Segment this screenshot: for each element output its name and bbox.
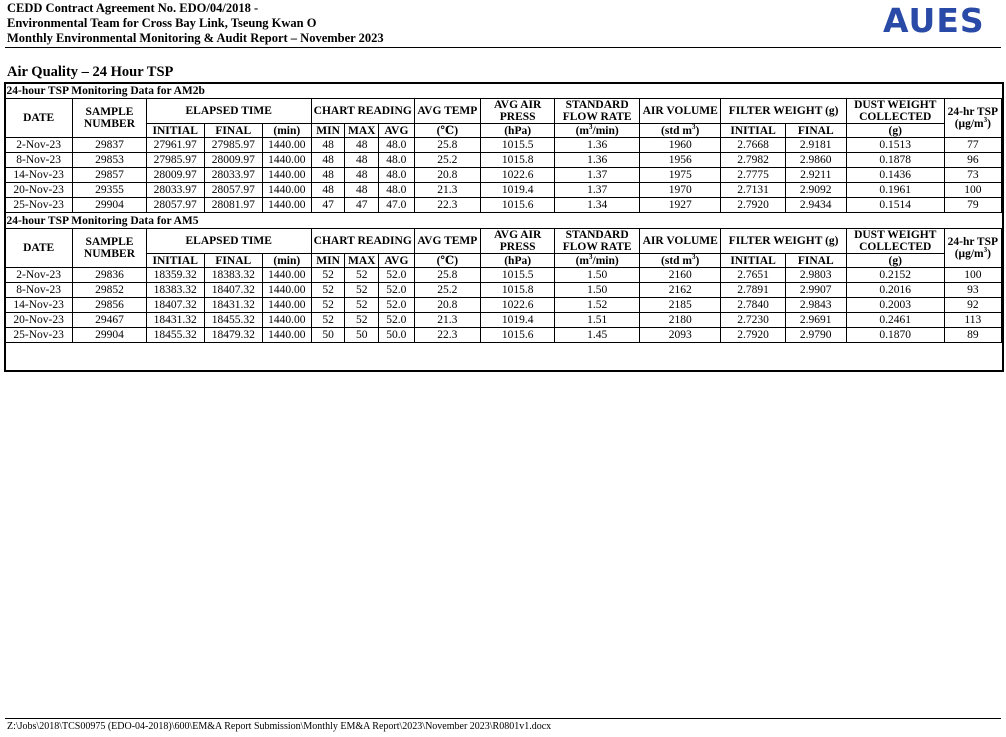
col-avg: AVG bbox=[379, 254, 415, 268]
table-cell: 48 bbox=[345, 168, 379, 183]
table-cell: 18431.32 bbox=[146, 313, 204, 328]
col-volume-unit: (std $m^3$) bbox=[639, 254, 721, 268]
table-cell: 52.0 bbox=[379, 298, 415, 313]
col-tsp bbox=[944, 99, 1001, 138]
table-cell: 48 bbox=[311, 153, 345, 168]
table-cell: 22.3 bbox=[414, 328, 480, 343]
table-cell: 1.50 bbox=[555, 283, 640, 298]
table-cell: 1015.8 bbox=[480, 283, 554, 298]
table-cell: 48 bbox=[311, 138, 345, 153]
col-volume-unit: (std $m^3$) bbox=[639, 124, 721, 138]
col-avg-air-press: AVG AIR PRESS bbox=[480, 99, 554, 124]
table-cell: 0.2016 bbox=[846, 283, 944, 298]
table-cell: 14-Nov-23 bbox=[5, 298, 73, 313]
report-header bbox=[7, 1, 384, 46]
table-cell: 1.52 bbox=[555, 298, 640, 313]
table-cell: 1019.4 bbox=[480, 313, 554, 328]
table-row bbox=[5, 298, 1002, 313]
table-cell: 52 bbox=[345, 268, 379, 283]
col-elapsed-time: ELAPSED TIME bbox=[146, 229, 311, 254]
table-cell: 2.9860 bbox=[785, 153, 846, 168]
table-cell: 0.1436 bbox=[846, 168, 944, 183]
table-row bbox=[5, 153, 1002, 168]
table-cell: 100 bbox=[944, 268, 1001, 283]
col-std-flow-rate: STANDARD FLOW RATE bbox=[555, 99, 640, 124]
table-cell: 1440.00 bbox=[262, 168, 311, 183]
table-cell: 20.8 bbox=[414, 168, 480, 183]
table-cell: 27961.97 bbox=[146, 138, 204, 153]
col-filter-final: FINAL bbox=[785, 254, 846, 268]
table-cell: 2.7230 bbox=[721, 313, 785, 328]
table-cell: 1015.5 bbox=[480, 268, 554, 283]
table-cell: 1927 bbox=[639, 198, 721, 213]
table-cell: 27985.97 bbox=[204, 138, 262, 153]
col-avg-temp: AVG TEMP bbox=[414, 229, 480, 254]
table-cell: 1022.6 bbox=[480, 168, 554, 183]
table-cell: 47 bbox=[345, 198, 379, 213]
col-initial: INITIAL bbox=[146, 254, 204, 268]
table-cell: 1015.5 bbox=[480, 138, 554, 153]
table-title: 24-hour TSP Monitoring Data for AM5 bbox=[5, 213, 1002, 229]
table-cell: 1440.00 bbox=[262, 198, 311, 213]
table-cell: 1440.00 bbox=[262, 328, 311, 343]
table-cell: 1.37 bbox=[555, 168, 640, 183]
table-cell: 1960 bbox=[639, 138, 721, 153]
col-min-unit: (min) bbox=[262, 254, 311, 268]
table-cell: 48 bbox=[345, 183, 379, 198]
col-flow-unit: $(m^3/\min)$ bbox=[555, 254, 640, 268]
table-row bbox=[5, 198, 1002, 213]
col-sample-number: SAMPLE NUMBER bbox=[73, 229, 146, 268]
table-cell: 1015.6 bbox=[480, 198, 554, 213]
table-cell: 2.9211 bbox=[785, 168, 846, 183]
table-cell: 77 bbox=[944, 138, 1001, 153]
table-cell: 1440.00 bbox=[262, 268, 311, 283]
table-cell: 28081.97 bbox=[204, 198, 262, 213]
col-temp-unit: (℃) bbox=[414, 124, 480, 138]
table-cell: 8-Nov-23 bbox=[5, 283, 73, 298]
table-cell: 1.50 bbox=[555, 268, 640, 283]
table-cell: 1440.00 bbox=[262, 138, 311, 153]
col-min: MIN bbox=[311, 124, 345, 138]
col-min-unit: (min) bbox=[262, 124, 311, 138]
col-filter-weight: FILTER WEIGHT (g) bbox=[721, 99, 846, 124]
table-cell: 0.2003 bbox=[846, 298, 944, 313]
table-cell: 52 bbox=[345, 298, 379, 313]
table-cell: 2.7668 bbox=[721, 138, 785, 153]
table-cell: 18359.32 bbox=[146, 268, 204, 283]
table-cell: 1975 bbox=[639, 168, 721, 183]
table-cell: 2-Nov-23 bbox=[5, 268, 73, 283]
header-divider bbox=[5, 47, 1001, 48]
table-cell: 2.7920 bbox=[721, 328, 785, 343]
col-std-flow-rate: STANDARD FLOW RATE bbox=[555, 229, 640, 254]
table-cell: 25.2 bbox=[414, 153, 480, 168]
table-cell: 1440.00 bbox=[262, 298, 311, 313]
table-cell: 0.1878 bbox=[846, 153, 944, 168]
col-flow-unit: $(m^3/\min)$ bbox=[555, 124, 640, 138]
footer-divider bbox=[5, 718, 1001, 719]
col-air-volume: AIR VOLUME bbox=[639, 99, 721, 124]
table-cell: 52.0 bbox=[379, 283, 415, 298]
table-cell: 52 bbox=[345, 313, 379, 328]
col-air-volume: AIR VOLUME bbox=[639, 229, 721, 254]
table-cell: 28057.97 bbox=[204, 183, 262, 198]
table-cell: 2.9843 bbox=[785, 298, 846, 313]
table-cell: 0.1514 bbox=[846, 198, 944, 213]
table-cell: 2.7982 bbox=[721, 153, 785, 168]
table-cell: 20-Nov-23 bbox=[5, 313, 73, 328]
table-cell: 73 bbox=[944, 168, 1001, 183]
table-cell: 18407.32 bbox=[204, 283, 262, 298]
table-row bbox=[5, 168, 1002, 183]
table-cell: 29836 bbox=[73, 268, 146, 283]
table-cell: 1015.8 bbox=[480, 153, 554, 168]
aues-logo: AUES bbox=[883, 1, 985, 40]
col-tsp-unit: $(\mu g/m^3)$ bbox=[954, 116, 991, 130]
table-cell: 48.0 bbox=[379, 183, 415, 198]
table-cell: 2185 bbox=[639, 298, 721, 313]
header-line-2: Environmental Team for Cross Bay Link, Tseung Kwan O bbox=[7, 16, 317, 30]
table-cell: 52 bbox=[345, 283, 379, 298]
table-cell: 1970 bbox=[639, 183, 721, 198]
table-cell: 0.1513 bbox=[846, 138, 944, 153]
table-cell: 27985.97 bbox=[146, 153, 204, 168]
table-cell: 1956 bbox=[639, 153, 721, 168]
table-cell: 1.36 bbox=[555, 153, 640, 168]
table-cell: 25.8 bbox=[414, 138, 480, 153]
table-cell: 29355 bbox=[73, 183, 146, 198]
header-line-1: CEDD Contract Agreement No. EDO/04/2018 - bbox=[7, 1, 259, 15]
header-row-1 bbox=[5, 99, 1002, 124]
table-cell: 18479.32 bbox=[204, 328, 262, 343]
table-cell: 48.0 bbox=[379, 168, 415, 183]
table-cell: 48 bbox=[311, 183, 345, 198]
col-avg-air-press: AVG AIR PRESS bbox=[480, 229, 554, 254]
col-initial: INITIAL bbox=[146, 124, 204, 138]
table-cell: 79 bbox=[944, 198, 1001, 213]
table-cell: 22.3 bbox=[414, 198, 480, 213]
col-temp-unit: (℃) bbox=[414, 254, 480, 268]
header-row-1 bbox=[5, 229, 1002, 254]
table-cell: 1440.00 bbox=[262, 153, 311, 168]
table-cell: 47.0 bbox=[379, 198, 415, 213]
table-cell: 21.3 bbox=[414, 183, 480, 198]
table-cell: 2.7651 bbox=[721, 268, 785, 283]
table-row bbox=[5, 283, 1002, 298]
header-row-2 bbox=[5, 124, 1002, 138]
table-cell: 2.9181 bbox=[785, 138, 846, 153]
table-cell: 1440.00 bbox=[262, 283, 311, 298]
table-title: 24-hour TSP Monitoring Data for AM2b bbox=[5, 83, 1002, 99]
table-cell: 1440.00 bbox=[262, 313, 311, 328]
col-tsp-label: 24-hr TSP bbox=[947, 236, 999, 248]
table-body bbox=[5, 83, 1002, 343]
table-cell: 18383.32 bbox=[204, 268, 262, 283]
table-cell: 2-Nov-23 bbox=[5, 138, 73, 153]
table-cell: 100 bbox=[944, 183, 1001, 198]
table-cell: 28009.97 bbox=[146, 168, 204, 183]
col-tsp-unit: $(\mu g/m^3)$ bbox=[954, 246, 991, 260]
table-row bbox=[5, 138, 1002, 153]
table-cell: 2.7775 bbox=[721, 168, 785, 183]
table-cell: 1.37 bbox=[555, 183, 640, 198]
table-cell: 52 bbox=[311, 283, 345, 298]
table-cell: 29467 bbox=[73, 313, 146, 328]
table-cell: 113 bbox=[944, 313, 1001, 328]
table-cell: 29853 bbox=[73, 153, 146, 168]
col-min: MIN bbox=[311, 254, 345, 268]
col-date: DATE bbox=[5, 229, 73, 268]
tsp-monitoring-table bbox=[4, 82, 1002, 343]
table-cell: 25-Nov-23 bbox=[5, 198, 73, 213]
table-cell: 2160 bbox=[639, 268, 721, 283]
col-press-unit: (hPa) bbox=[480, 254, 554, 268]
table-row bbox=[5, 328, 1002, 343]
col-avg: AVG bbox=[379, 124, 415, 138]
file-path-footer: Z:\Jobs\2018\TCS00975 (EDO-04-2018)\600\EM&A Report Submission\Monthly EM&A Report\2023\November 2023\R0801v1.docx bbox=[7, 721, 552, 732]
col-max: MAX bbox=[345, 124, 379, 138]
table-cell: 2.9434 bbox=[785, 198, 846, 213]
table-cell: 28057.97 bbox=[146, 198, 204, 213]
table-cell: 25-Nov-23 bbox=[5, 328, 73, 343]
table-cell: 1440.00 bbox=[262, 183, 311, 198]
table-row bbox=[5, 183, 1002, 198]
table-cell: 52.0 bbox=[379, 268, 415, 283]
table-cell: 48.0 bbox=[379, 153, 415, 168]
table-cell: 48.0 bbox=[379, 138, 415, 153]
table-cell: 18407.32 bbox=[146, 298, 204, 313]
table-cell: 1.34 bbox=[555, 198, 640, 213]
table-cell: 29856 bbox=[73, 298, 146, 313]
table-cell: 2.7920 bbox=[721, 198, 785, 213]
table-cell: 18455.32 bbox=[204, 313, 262, 328]
col-max: MAX bbox=[345, 254, 379, 268]
table-cell: 96 bbox=[944, 153, 1001, 168]
table-cell: 28033.97 bbox=[146, 183, 204, 198]
table-cell: 2.7891 bbox=[721, 283, 785, 298]
col-final: FINAL bbox=[204, 124, 262, 138]
table-cell: 2180 bbox=[639, 313, 721, 328]
col-dust-weight: DUST WEIGHT COLLECTED bbox=[846, 99, 944, 124]
table-cell: 50.0 bbox=[379, 328, 415, 343]
table-cell: 8-Nov-23 bbox=[5, 153, 73, 168]
table-cell: 2.7840 bbox=[721, 298, 785, 313]
table-cell: 48 bbox=[345, 153, 379, 168]
table-cell: 29857 bbox=[73, 168, 146, 183]
table-cell: 1.36 bbox=[555, 138, 640, 153]
table-cell: 1015.6 bbox=[480, 328, 554, 343]
col-press-unit: (hPa) bbox=[480, 124, 554, 138]
table-cell: 92 bbox=[944, 298, 1001, 313]
table-cell: 29904 bbox=[73, 198, 146, 213]
col-dust-unit: (g) bbox=[846, 124, 944, 138]
col-elapsed-time: ELAPSED TIME bbox=[146, 99, 311, 124]
table-cell: 0.1961 bbox=[846, 183, 944, 198]
col-final: FINAL bbox=[204, 254, 262, 268]
col-dust-weight: DUST WEIGHT COLLECTED bbox=[846, 229, 944, 254]
table-cell: 2.9803 bbox=[785, 268, 846, 283]
col-dust-unit: (g) bbox=[846, 254, 944, 268]
table-cell: 18383.32 bbox=[146, 283, 204, 298]
table-cell: 48 bbox=[345, 138, 379, 153]
table-cell: 52 bbox=[311, 313, 345, 328]
table-cell: 29904 bbox=[73, 328, 146, 343]
table-cell: 20-Nov-23 bbox=[5, 183, 73, 198]
table-cell: 1.45 bbox=[555, 328, 640, 343]
col-sample-number: SAMPLE NUMBER bbox=[73, 99, 146, 138]
table-cell: 48 bbox=[311, 168, 345, 183]
col-chart-reading: CHART READING bbox=[311, 229, 414, 254]
table-title-row bbox=[5, 83, 1002, 99]
table-cell: 2.9907 bbox=[785, 283, 846, 298]
table-cell: 29837 bbox=[73, 138, 146, 153]
table-cell: 89 bbox=[944, 328, 1001, 343]
table-cell: 1022.6 bbox=[480, 298, 554, 313]
col-filter-weight: FILTER WEIGHT (g) bbox=[721, 229, 846, 254]
table-cell: 2162 bbox=[639, 283, 721, 298]
col-filter-final: FINAL bbox=[785, 124, 846, 138]
header-line-3: Monthly Environmental Monitoring & Audit Report – November 2023 bbox=[7, 31, 384, 45]
table-cell: 2.7131 bbox=[721, 183, 785, 198]
table-cell: 0.2152 bbox=[846, 268, 944, 283]
header-row-2 bbox=[5, 254, 1002, 268]
table-cell: 52.0 bbox=[379, 313, 415, 328]
table-cell: 50 bbox=[311, 328, 345, 343]
table-title-row bbox=[5, 213, 1002, 229]
col-date: DATE bbox=[5, 99, 73, 138]
table-cell: 93 bbox=[944, 283, 1001, 298]
table-cell: 18431.32 bbox=[204, 298, 262, 313]
table-cell: 2.9790 bbox=[785, 328, 846, 343]
table-cell: 2.9691 bbox=[785, 313, 846, 328]
table-cell: 2093 bbox=[639, 328, 721, 343]
col-chart-reading: CHART READING bbox=[311, 99, 414, 124]
table-cell: 52 bbox=[311, 298, 345, 313]
table-row bbox=[5, 313, 1002, 328]
table-cell: 20.8 bbox=[414, 298, 480, 313]
col-filter-initial: INITIAL bbox=[721, 254, 785, 268]
table-cell: 1.51 bbox=[555, 313, 640, 328]
section-title: Air Quality – 24 Hour TSP bbox=[7, 64, 174, 80]
col-tsp bbox=[944, 229, 1001, 268]
table-cell: 25.8 bbox=[414, 268, 480, 283]
table-cell: 50 bbox=[345, 328, 379, 343]
table-cell: 47 bbox=[311, 198, 345, 213]
table-cell: 2.9092 bbox=[785, 183, 846, 198]
table-cell: 52 bbox=[311, 268, 345, 283]
table-cell: 0.1870 bbox=[846, 328, 944, 343]
table-cell: 29852 bbox=[73, 283, 146, 298]
table-row bbox=[5, 268, 1002, 283]
col-avg-temp: AVG TEMP bbox=[414, 99, 480, 124]
table-cell: 14-Nov-23 bbox=[5, 168, 73, 183]
col-filter-initial: INITIAL bbox=[721, 124, 785, 138]
table-cell: 28033.97 bbox=[204, 168, 262, 183]
table-cell: 1019.4 bbox=[480, 183, 554, 198]
col-tsp-label: 24-hr TSP bbox=[947, 106, 999, 118]
table-cell: 21.3 bbox=[414, 313, 480, 328]
table-cell: 18455.32 bbox=[146, 328, 204, 343]
table-cell: 0.2461 bbox=[846, 313, 944, 328]
table-cell: 28009.97 bbox=[204, 153, 262, 168]
table-cell: 25.2 bbox=[414, 283, 480, 298]
